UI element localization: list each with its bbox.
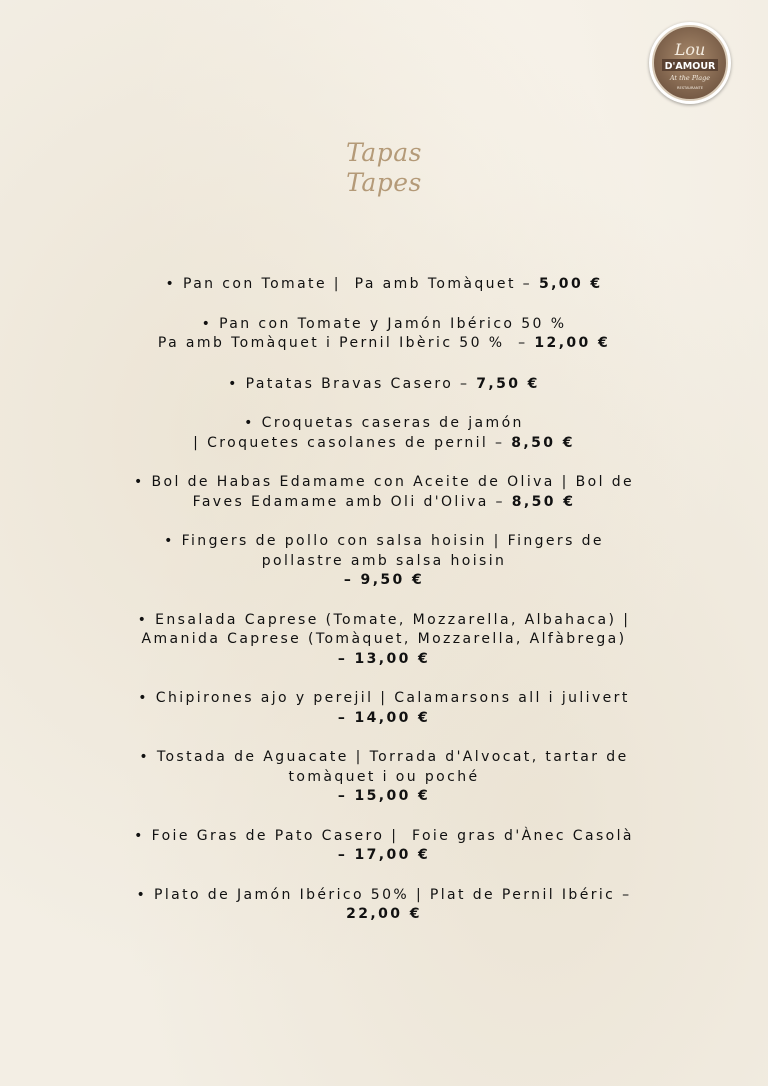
menu-item-text: • Patatas Bravas Casero – (228, 375, 477, 392)
menu-item-text: • Croquetas caseras de jamón (244, 415, 524, 431)
menu-item-line (0, 473, 768, 493)
menu-item-line (0, 275, 768, 295)
menu-item-text: • Foie Gras de Pato Casero | Foie gras d'Ànec Casolà (134, 827, 634, 844)
menu-item-line (0, 827, 768, 847)
menu-item-line (0, 532, 768, 552)
menu-item (0, 886, 768, 925)
menu-item-price: 5,00 € (538, 276, 603, 292)
menu-item-line (0, 905, 768, 925)
menu-item-price: – 17,00 € (337, 847, 431, 863)
menu-item-price: 7,50 € (476, 375, 540, 392)
menu-item-line (0, 630, 768, 650)
menu-item-text: tomàquet i ou poché (288, 768, 480, 785)
menu-item-line (0, 886, 768, 906)
menu-item (0, 473, 768, 512)
logo-main-text: Lou (674, 40, 706, 59)
logo-sub-text: At the Plage (669, 74, 711, 82)
menu-item (0, 611, 768, 670)
menu-item-line (0, 315, 768, 335)
menu-item-text: Amanida Caprese (Tomàquet, Mozzarella, Alfàbrega) (141, 631, 627, 647)
menu-item-line (0, 414, 768, 434)
menu-item-price: – 13,00 € (337, 650, 431, 667)
menu-item-line (0, 748, 768, 768)
menu-item-text: • Pan con Tomate | Pa amb Tomàquet – (165, 276, 539, 292)
menu-item-line (0, 552, 768, 572)
menu-item-line (0, 768, 768, 788)
menu-item (0, 748, 768, 807)
menu-item-line (0, 334, 768, 354)
menu-item-text: Pa amb Tomàquet i Pernil Ibèric 50 % – (157, 335, 535, 351)
menu-item-price: 22,00 € (346, 906, 422, 922)
menu-item-line (0, 709, 768, 729)
menu-item (0, 275, 768, 295)
menu-item-text: • Plato de Jamón Ibérico 50% | Plat de Pernil Ibéric – (136, 886, 632, 903)
menu-item-text: • Pan con Tomate y Jamón Ibérico 50 % (201, 315, 567, 332)
menu-item-line (0, 571, 768, 591)
menu-item-line (0, 493, 768, 513)
menu-item (0, 689, 768, 728)
menu-item-text: • Tostada de Aguacate | Torrada d'Alvocat, tartar de (139, 749, 629, 765)
menu-item-price: 8,50 € (511, 493, 576, 510)
menu-item-price: – 15,00 € (337, 788, 431, 804)
menu-list (0, 275, 768, 945)
menu-item-text: Faves Edamame amb Oli d'Oliva – (192, 493, 512, 510)
logo-banner-text: D'AMOUR (664, 61, 716, 72)
menu-item-line (0, 689, 768, 709)
menu-item-text: • Ensalada Caprese (Tomate, Mozzarella, Albahaca) | (137, 611, 631, 628)
menu-item-line (0, 650, 768, 670)
logo-small-text: RESTAURANTE (676, 86, 704, 90)
menu-item-price: – 14,00 € (337, 709, 431, 726)
menu-item-price: – 9,50 € (343, 572, 425, 588)
title-line-2: Tapes (346, 168, 422, 197)
menu-item-text: • Chipirones ajo y perejil | Calamarsons all i julivert (138, 690, 630, 706)
menu-item-price: 8,50 € (511, 434, 575, 451)
menu-item-text: • Fingers de pollo con salsa hoisin | Fingers de (164, 533, 604, 549)
menu-item-price: 12,00 € (534, 335, 611, 351)
menu-item (0, 315, 768, 354)
title-line-1: Tapas (346, 138, 422, 167)
menu-item-line (0, 375, 768, 395)
menu-item (0, 827, 768, 866)
menu-item (0, 532, 768, 591)
menu-item-line (0, 846, 768, 866)
menu-item-line (0, 434, 768, 454)
logo-badge (651, 24, 729, 102)
section-title (0, 138, 768, 198)
menu-item-line (0, 787, 768, 807)
menu-item (0, 414, 768, 453)
menu-item-line (0, 611, 768, 631)
menu-item-text: | Croquetes casolanes de pernil – (193, 434, 512, 451)
menu-item-text: • Bol de Habas Edamame con Aceite de Oliva | Bol de (133, 474, 635, 490)
menu-item-text: pollastre amb salsa hoisin (261, 552, 507, 569)
menu-item (0, 375, 768, 395)
restaurant-logo (649, 22, 731, 104)
